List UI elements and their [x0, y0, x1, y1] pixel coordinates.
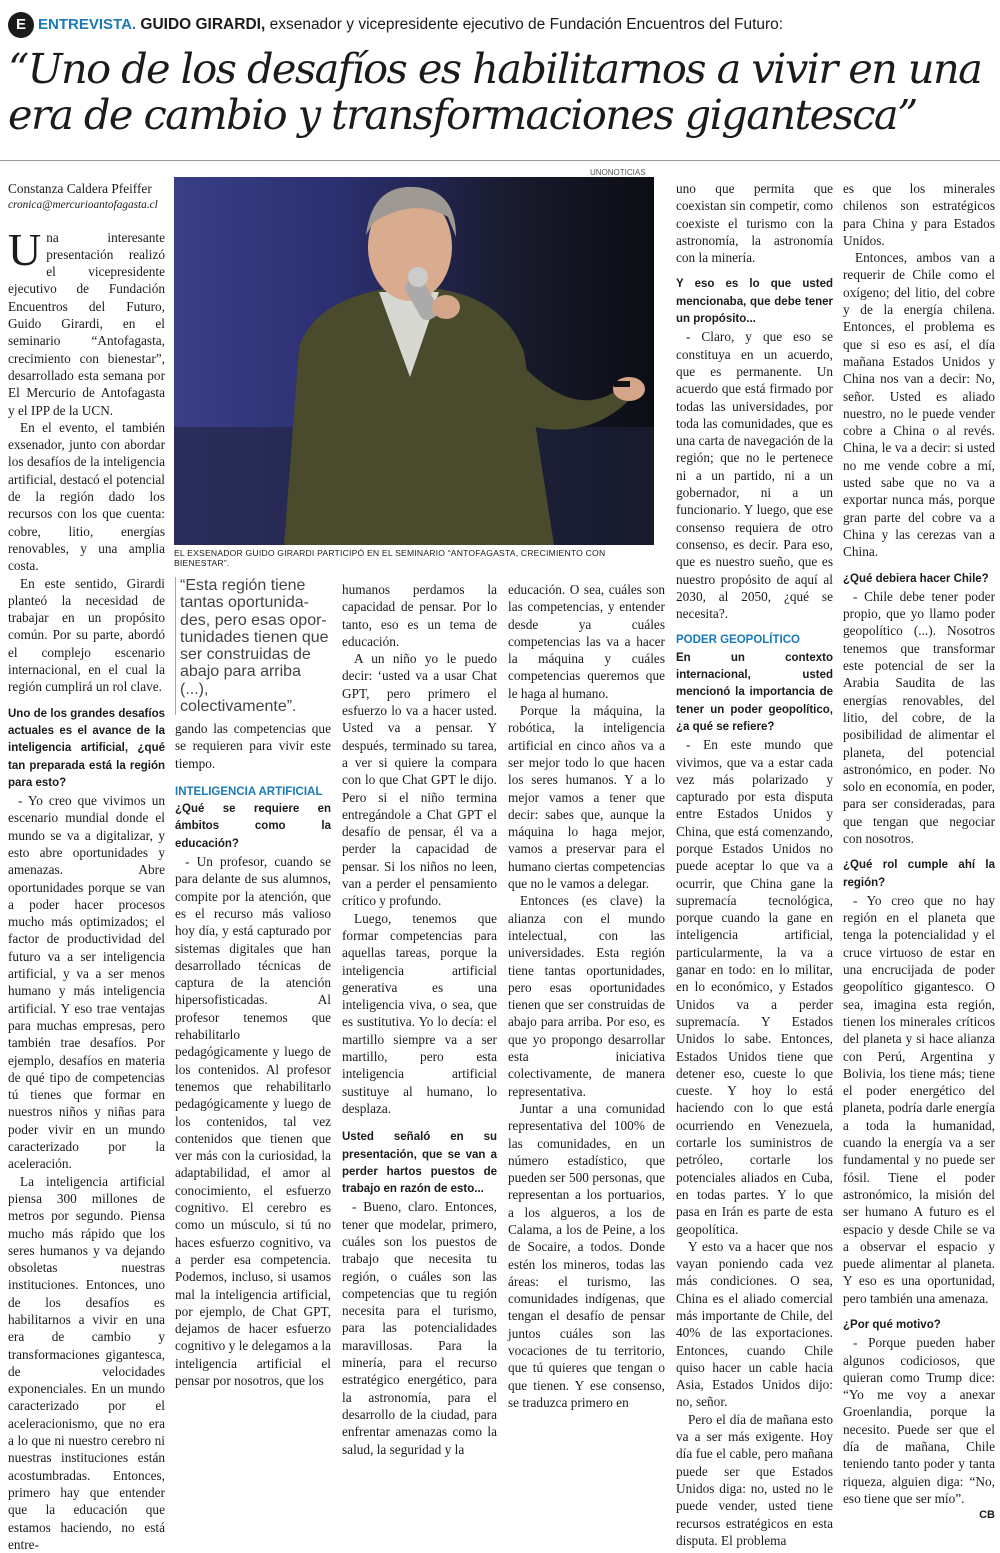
end-mark: CB [979, 1509, 995, 1522]
intro-paragraph: Una interesante presentación realizó el vicepresidente ejecutivo de Fundación Encuentros del Futuro, Guido Girardi, en el seminario “Antofagasta, crecimiento con bienestar”, desarrollado esta semana por El Mercurio de Antofagasta y el IPP de la UCN. [8, 223, 165, 418]
headline: “Uno de los desafíos es habilitarnos a vivir en una era de cambio y transformaciones gigantesca” [8, 44, 982, 139]
subheading: INTELIGENCIA ARTIFICIAL [175, 785, 323, 798]
paragraph: es que los minerales chilenos son estratégicos para China y para Estados Unidos. [843, 181, 995, 248]
column-1 [8, 180, 165, 1553]
photo-guido-girardi [174, 177, 654, 545]
answer: - Yo creo que vivimos un escenario mundial donde el mundo se va a digitalizar, y esto abre oportunidades y amenazas. Abre oportunidades porque se van a poder hacer procesos mucho más optimizados; el factor de productividad del futuro va a ser inteligencia artificial, y va a ser menos humano y más inteligencia artificial. Y eso trae ventajas para muchas empresas, pero también trae desafíos. Por ejemplo, desafíos en materia de qué tipo de competencias tú tienes que formar en nuestros niños y niñas para poder vivir en un mundo caracterizado por la aceleración. [8, 793, 165, 1172]
photo-caption: EL EXSENADOR GUIDO GIRARDI PARTICIPÓ EN EL SEMINARIO “ANTOFAGASTA, CRECIMIENTO CON BIENESTAR”. [174, 548, 606, 568]
subheading: PODER GEOPOLÍTICO [676, 634, 800, 647]
question: ¿Qué debiera hacer Chile? [843, 572, 989, 585]
question: Uno de los grandes desafíos actuales es el avance de la inteligencia artificial, ¿qué tan preparada está la región para esto? [8, 707, 165, 789]
section-badge: E [8, 12, 34, 38]
question: ¿Por qué motivo? [843, 1319, 941, 1331]
question: En un contexto internacional, usted mencionó la importancia de tener un poder geopolítico, ¿a qué se refiere? [676, 651, 833, 733]
paragraph: A un niño yo le puedo decir: ‘usted va a usar Chat GPT, pero primero el esfuerzo lo va a hacer usted. Usted va a pensar. Y después, terminado su tarea, a ver si quiere la compara con lo que Chat GPT le dijo. Pero si el niño termina entregándole a Chat GPT el desafío de pensar, él va a perder la capacidad de pensar. Si los niños no leen, van a perder el pensamiento crítico y profundo. [342, 651, 497, 909]
column-4 [508, 581, 665, 1411]
photo-credit: UNONOTICIAS [590, 168, 646, 177]
kicker [8, 12, 783, 38]
divider [0, 160, 1000, 161]
answer: - Bueno, claro. Entonces, tener que modelar, primero, cuáles son los puestos de trabajo que necesita tu región, o cuáles son las competencias que tu región necesita para el turismo, para las potencialidades maravillosas. Para la minería, para el recurso estratégico energético, para la astronomía, para el desarrollo de la ciudad, para enfrentar amenazas como la salud, la seguridad y la [342, 1199, 497, 1457]
paragraph: La inteligencia artificial piensa 300 millones de metros por segundo. Piensa mucho más rápido que los seres humanos y va dejando obsoletas nuestras instituciones. Entonces, uno de los desafíos es habilitarnos a vivir en una era de cambio y transformaciones gigantesca, de velocidades exponenciales. En un mundo caracterizado por el aceleracionismo, que no era a lo que ni nuestro cerebro ni nuestras instituciones están acostumbradas. Entonces, primero hay que entender que la educación que estamos haciendo, no está entre- [8, 1173, 165, 1552]
section-label: ENTREVISTA. [38, 16, 137, 34]
paragraph: humanos perdamos la capacidad de pensar. Por lo tanto, eso es un tema de educación. [342, 582, 497, 649]
author-email: cronica@mercurioantofagasta.cl [8, 199, 158, 212]
paragraph: Y esto va a hacer que nos vayan poniendo cada vez más condiciones. O sea, China es el aliado comercial más importante de Chile, del 40% de las exportaciones. Entonces, cuando Chile quiso hacer un cable hacia Asia, Estados Unidos dijo: no, señor. [676, 1238, 833, 1410]
paragraph: Entonces, ambos van a requerir de Chile como el oxígeno; del litio, del cobre y de la energía chilena. Entonces, el problema es que si eso es así, el día mañana Estados Unidos y China nos van a decir: No, señor. Usted es aliado nuestro, no le puede vender cobre a China o al revés. China, le va a decir: si usted no me vende cobre a mí, usted sabe que no va a exportar nunca más, porque gran parte del cobre va a China y las cerezas van a China. [843, 250, 995, 560]
paragraph: uno que permita que coexistan sin competir, como coexiste el turismo con la astronomía, la astronomía con la minería. [676, 181, 833, 266]
answer: - En este mundo que vivimos, que va a estar cada vez más polarizado y capturado por esta disputa entre Estados Unidos y China, que está comenzando, porque Estados Unidos no puede aceptar lo que va a ocurrir, que China gane la supremacía tecnológica, porque cuando la gane en inteligencia artificial, particularmente, la va a ganar en todo: en lo militar, en lo económico, y Estados Unidos va a perder supremacía. Y Estados Unidos lo sabe. Entonces, Estados Unidos tiene que detener eso, cueste lo que cueste. Y hoy lo está haciendo con lo que está ocurriendo en Venezuela, cortarle los suministros de petróleo, cortarle los potenciales aliados en Cuba, en todas partes. Y lo que pasa en Irán es parte de esta geopolítica. [676, 737, 833, 1237]
paragraph: educación. O sea, cuáles son las competencias, y entender desde ya cuáles competencias las va a hacer la máquina y cuáles competencias queremos que le haga al humano. [508, 582, 665, 701]
drop-cap: U [8, 223, 42, 275]
question: ¿Qué se requiere en ámbitos como la educación? [175, 803, 331, 850]
question: ¿Qué rol cumple ahí la región? [843, 859, 995, 889]
column-2 [175, 720, 331, 1389]
interviewee-name: GUIDO GIRARDI, [140, 16, 266, 34]
paragraph: Pero el día de mañana esto va a ser más exigente. Hoy día fue el cable, pero mañana puede ser que Estados Unidos diga: no, usted no le puede vender, usted tiene recursos estratégicos en esta disputa. El problema [676, 1411, 833, 1548]
column-5 [676, 180, 833, 1549]
question: Usted señaló en su presentación, que se van a perder hartos puestos de trabajo en razón de esto... [342, 1131, 497, 1196]
question: Y eso es lo que usted mencionaba, que debe tener un propósito... [676, 278, 833, 326]
paragraph: En el evento, el también exsenador, junto con abordar los desafíos de la inteligencia artificial, destacó el potencial de la región dado los recursos con los que cuenta: cobre, litio, energías renovables, y una amplia costa. [8, 419, 165, 574]
answer: - Un profesor, cuando se para delante de sus alumnos, compite por la atención, que es el recurso más valioso hoy día, y está capturado por sistemas digitales que han desarrollado técnicas de captura de la atención hipersofisticadas. Al profesor tenemos que rehabilitarlo pedagógicamente y luego de los contenidos. Al profesor tenemos que rehabilitarlo pedagógicamente y luego de los contenidos, tal vez contenidos que tienen que ver más con la curiosidad, la adaptabilidad, el amor al conocimiento, el esfuerzo cognitivo. El cerebro es como un músculo, si tú no haces esfuerzo cognitivo, va a perder esa competencia. Podemos, incluso, si usamos mal la inteligencia artificial, por ejemplo, de Chat GPT, dejamos de hacer esfuerzo cognitivo y le delegamos a la inteligencia artificial el pensar por nosotros, que los [175, 854, 331, 1388]
answer: - Claro, y que eso se constituya en un acuerdo, que es permanente. Un acuerdo que está firmado por todas las universidades, por toda las comunidades, que es una carta de navegación de la región; que no le pertenece ni a un partido, ni a un gobernador, ni a un funcionario. Y luego, que ese consenso requiera de otro consenso, es decir. Para eso, que es nuestro sueño, que es nuestro propósito de aquí al 2030, al 2050, ¿qué se necesita?. [676, 329, 833, 622]
answer: - Yo creo que no hay región en el planeta que tenga la potencialidad y el cruce virtuoso de estar en una encrucijada de poder geopolítico gigantesco. O sea, imagina esta región, tienen los minerales críticos del planeta y si hace alianza con Perú, Argentina y Bolivia, los tiene más; tiene el poder energético del planeta, podría darle energía a toda la humanidad, cuando la energía va a ser fundamental y no puede ser fósil. Tiene el poder astronómico, la misión del ser humano A futuro es el espacio y desde Chile se va a observar el espacio y puede alimentar al planeta. Y eso es una oportunidad, pero también una amenaza. [843, 892, 995, 1306]
interviewee-description: exsenador y vicepresidente ejecutivo de Fundación Encuentros del Futuro: [269, 16, 784, 34]
paragraph: En este sentido, Girardi planteó la necesidad de trabajar en un propósito común. Por su parte, abordó el complejo escenario internacional, en el cual la región cumplirá un rol clave. [8, 575, 165, 695]
paragraph: Luego, tenemos que formar competencias para aquellas tareas, porque la inteligencia artificial generativa es una inteligencia viva, o sea, que es sustitutiva. Yo lo decía: el martillo siempre va a ser martillo, pero esta inteligencia artificial sustituye al humano, lo desplaza. [342, 910, 497, 1116]
answer: - Porque pueden haber algunos codiciosos, que quieran como Trump dice: “Yo me voy a anexar Groenlandia, porque la necesito. Puede ser que el día de mañana, Chile teniendo tanto poder y tanta riqueza, alguien diga: “No, eso tiene que ser mío”. [843, 1335, 995, 1506]
author-name: Constanza Caldera Pfeiffer [8, 181, 152, 196]
column-3 [342, 581, 497, 1458]
paragraph: Porque la máquina, la robótica, la inteligencia artificial en cinco años va a ser mejor todo lo que hacen los seres humanos. Y a lo mejor vamos a tener que decir: sabes que, aunque la máquina lo haga mejor, vamos a preservar para el humano ciertas competencias que no le vamos a delegar. [508, 703, 665, 892]
paragraph: gando las competencias que se requieren para vivir este tiempo. [175, 721, 331, 771]
pull-quote: “Esta región tiene tantas oportunida- des, pero esas opor- tunidades tienen que ser construidas de abajo para arriba (...), colectivamente”. [175, 577, 331, 715]
answer: - Chile debe tener poder propio, que yo llamo poder geopolítico (...). Nosotros tenemos que transformar este potencial de ser la Arabia Saudita de las energías renovables, del litio, del cobre, de la posibilidad de alimentar el planeta, del potencial astronómico, en poder. No solo en economía, en poder, para ser consideradas, para que tengan que negociar con nosotros. [843, 588, 995, 846]
paragraph: Entonces (es clave) la alianza con el mundo intelectual, con las universidades. Esta región tiene tantas oportunidades, pero esas oportunidades tienen que ser construidas de abajo para arriba. Por eso, es que yo propongo desarrollar esta iniciativa colectivamente, de manera representativa. [508, 893, 665, 1099]
paragraph: Juntar a una comunidad representativa del 100% de las comunidades, en un número estadístico, que pueden ser 500 personas, que representan a los portuarios, a los algueros, a los de Calama, a los de Peine, a los de Socaire, a todos. Donde estén los mineros, todas las áreas: el turismo, las comunidades indígenas, que tengan el desafío de pensar juntos cuáles son las vocaciones de tu territorio, que tú quieres que tengan o que tienen. Y ese consenso, se traduzca primero en [508, 1100, 665, 1410]
column-6 [843, 180, 995, 1525]
